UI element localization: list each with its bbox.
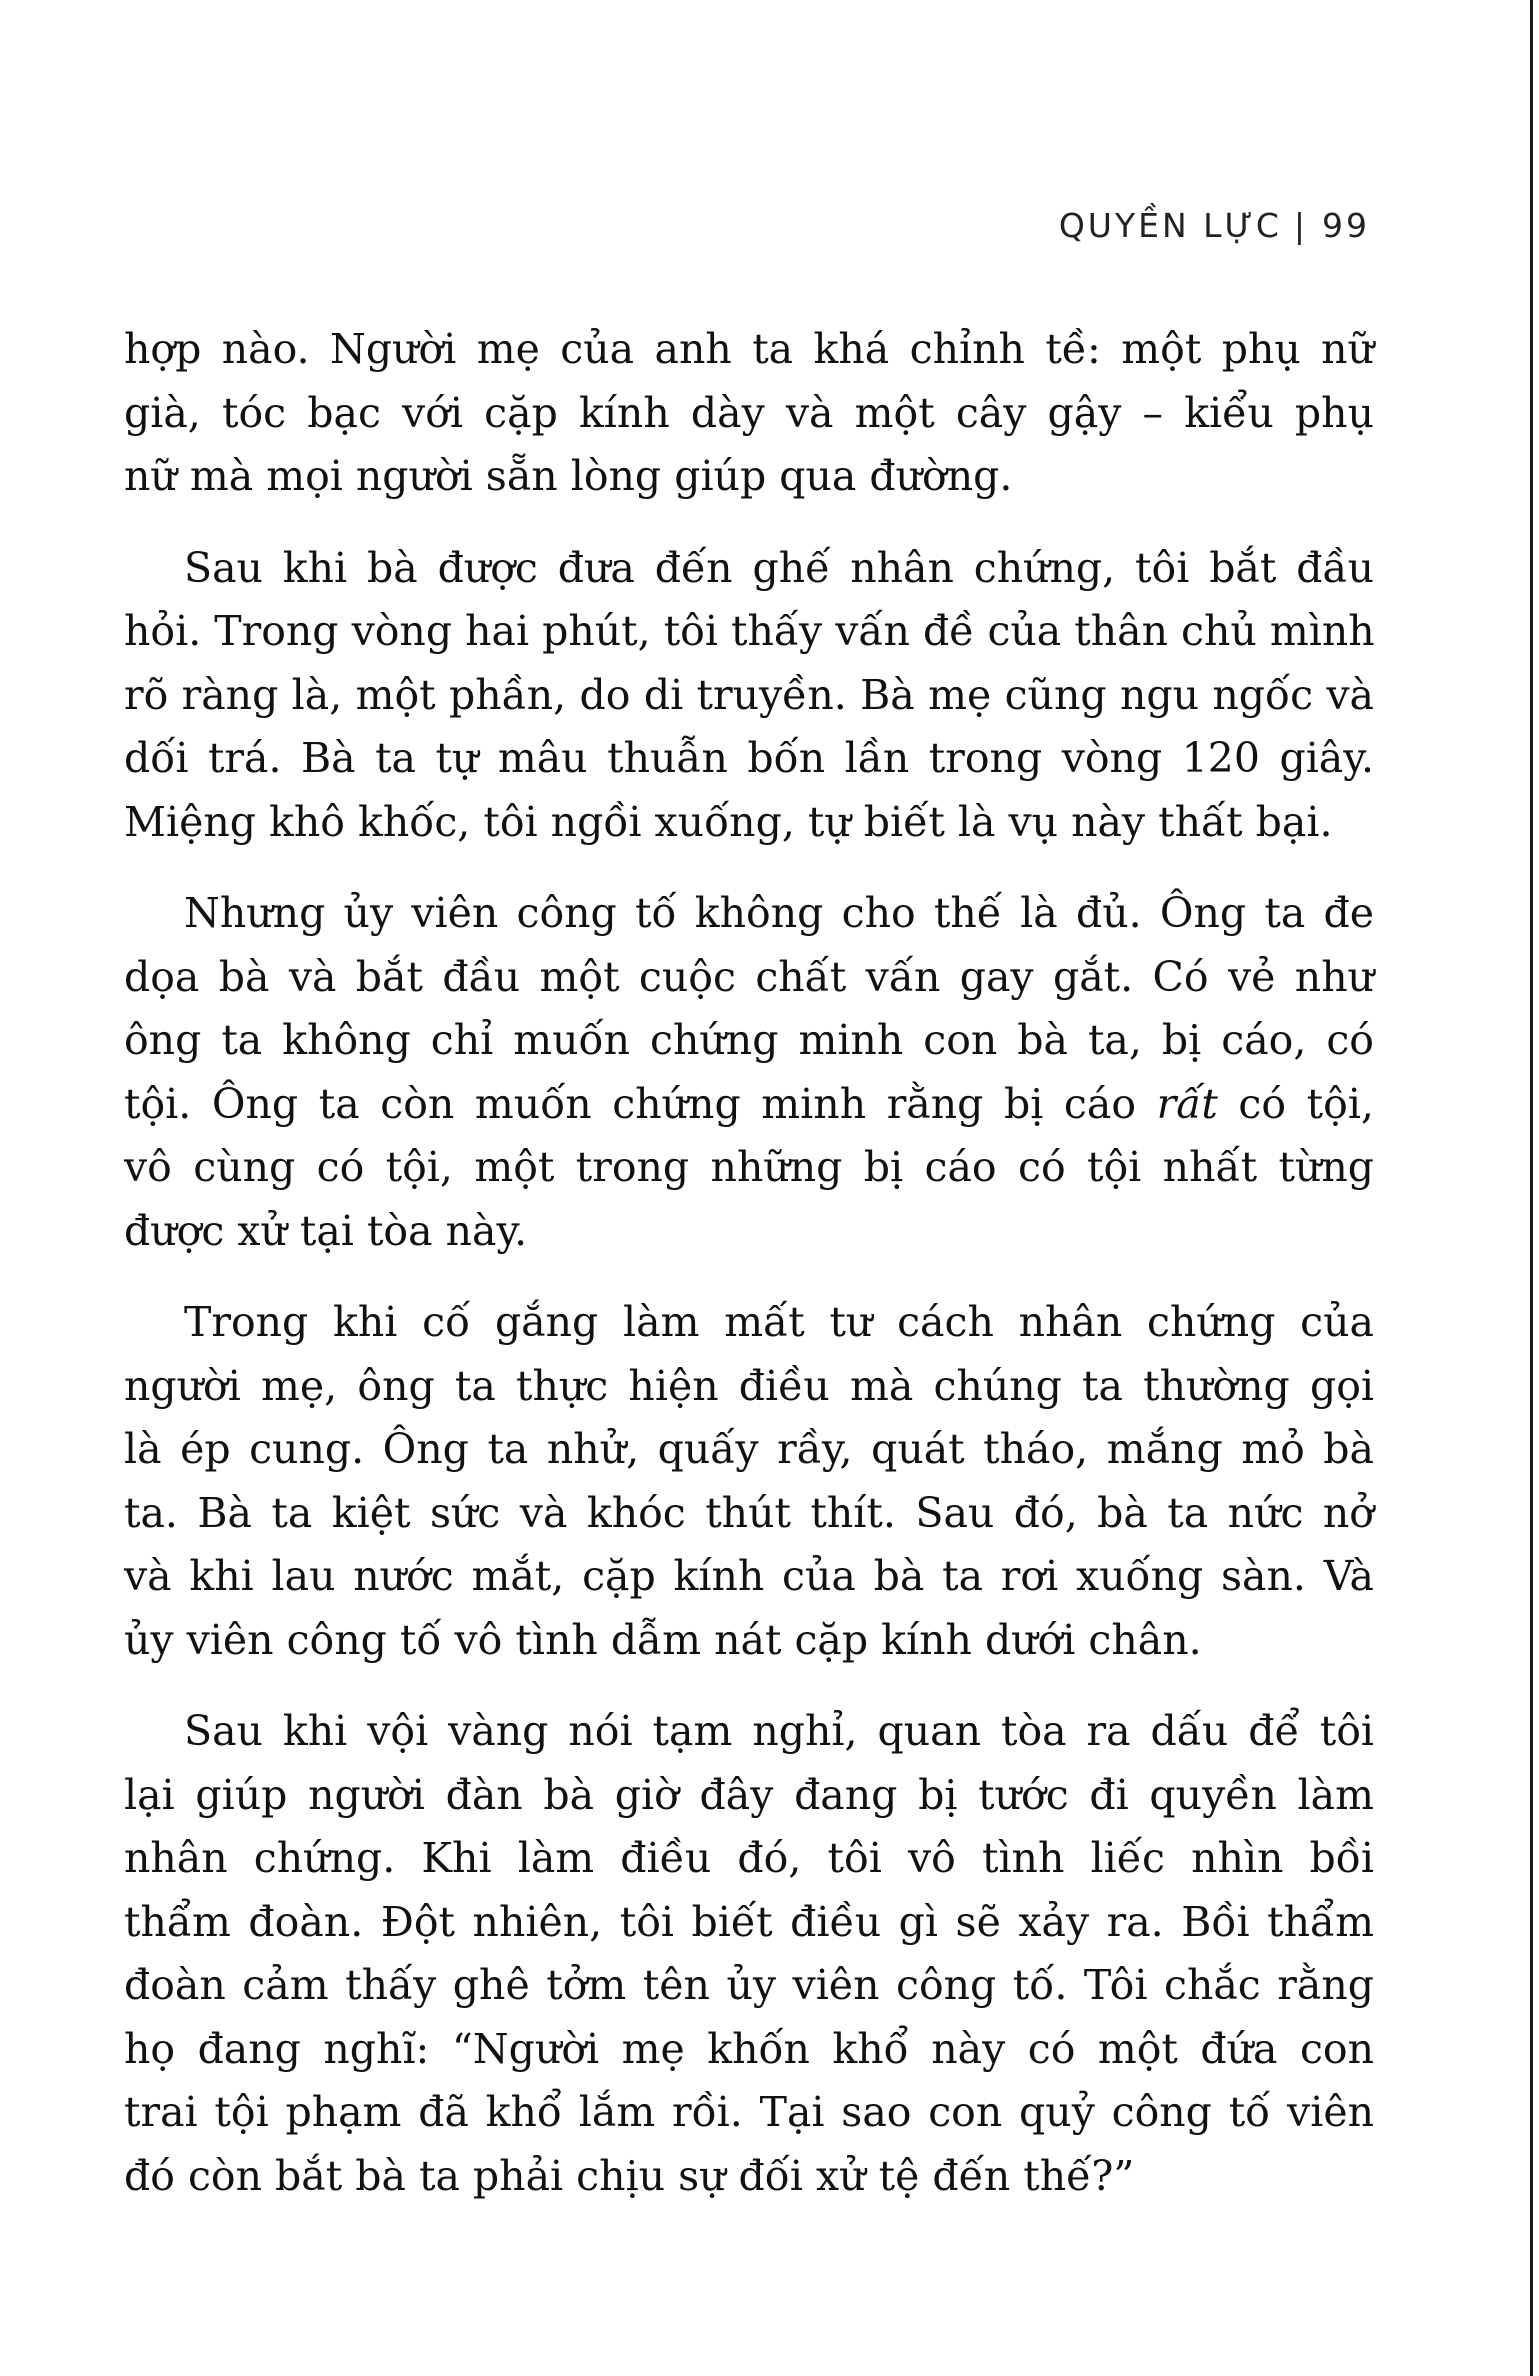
text-line: dối trá. Bà ta tự mâu thuẫn bốn lần trong vòng 120 giây.	[124, 734, 1374, 782]
text-line: đó còn bắt bà ta phải chịu sự đối xử tệ đến thế?”	[124, 2151, 1135, 2200]
text-line: ủy viên công tố vô tình dẫm nát cặp kính dưới chân.	[124, 1615, 1202, 1664]
text-line-with-emphasis	[124, 1073, 1374, 1137]
paragraph	[124, 882, 1374, 1263]
text-line: ta. Bà ta kiệt sức và khóc thút thít. Sau đó, bà ta nức nở	[124, 1488, 1374, 1537]
text-line: Sau khi bà được đưa đến ghế nhân chứng, tôi bắt đầu	[184, 543, 1374, 592]
page-edge-line	[1530, 0, 1533, 2376]
text-line: người mẹ, ông ta thực hiện điều mà chúng ta thường gọi	[124, 1361, 1374, 1410]
text-line: và khi lau nước mắt, cặp kính của bà ta rơi xuống sàn. Và	[124, 1552, 1374, 1600]
paragraph	[124, 318, 1374, 509]
text-line: hợp nào. Người mẹ của anh ta khá chỉnh tề: một phụ nữ	[124, 325, 1374, 373]
text-line: Nhưng ủy viên công tố không cho thế là đủ. Ông ta đe	[184, 889, 1374, 937]
text-line: được xử tại tòa này.	[124, 1206, 528, 1255]
text-line: thẩm đoàn. Đột nhiên, tôi biết điều gì sẽ xảy ra. Bồi thẩm	[124, 1897, 1374, 1946]
text-line: lại giúp người đàn bà giờ đây đang bị tước đi quyền làm	[124, 1770, 1374, 1819]
text-segment: tội. Ông ta còn muốn chứng minh rằng bị cáo	[124, 1079, 1137, 1128]
text-segment: có tội,	[1238, 1079, 1374, 1128]
body-text	[124, 318, 1374, 2236]
paragraph	[124, 537, 1374, 855]
paragraph	[124, 1700, 1374, 2208]
text-line: trai tội phạm đã khổ lắm rồi. Tại sao con quỷ công tố viên	[124, 2088, 1374, 2136]
text-line: họ đang nghĩ: “Người mẹ khốn khổ này có một đứa con	[124, 2024, 1374, 2073]
text-line: Trong khi cố gắng làm mất tư cách nhân chứng của	[184, 1298, 1374, 1346]
text-line: nhân chứng. Khi làm điều đó, tôi vô tình liếc nhìn bồi	[124, 1834, 1374, 1882]
text-line: già, tóc bạc với cặp kính dày và một cây gậy – kiểu phụ	[124, 388, 1374, 437]
text-line: đoàn cảm thấy ghê tởm tên ủy viên công tố. Tôi chắc rằng	[124, 1961, 1374, 2009]
header-separator: |	[1293, 206, 1308, 245]
text-line: Sau khi vội vàng nói tạm nghỉ, quan tòa ra dấu để tôi	[184, 1707, 1374, 1755]
text-line: dọa bà và bắt đầu một cuộc chất vấn gay gắt. Có vẻ như	[124, 952, 1374, 1001]
paragraph	[124, 1291, 1374, 1672]
text-line: vô cùng có tội, một trong những bị cáo có tội nhất từng	[124, 1143, 1374, 1191]
emphasis-word: rất	[1156, 1079, 1218, 1128]
text-line: hỏi. Trong vòng hai phút, tôi thấy vấn đề của thân chủ mình	[124, 607, 1375, 655]
running-title: QUYỀN LỰC	[1058, 206, 1282, 245]
text-line: nữ mà mọi người sẵn lòng giúp qua đường.	[124, 452, 1013, 500]
page-number: 99	[1322, 206, 1370, 245]
text-line: là ép cung. Ông ta nhử, quấy rầy, quát tháo, mắng mỏ bà	[124, 1425, 1374, 1473]
text-line: rõ ràng là, một phần, do di truyền. Bà mẹ cũng ngu ngốc và	[124, 670, 1374, 719]
text-line: Miệng khô khốc, tôi ngồi xuống, tự biết là vụ này thất bại.	[124, 797, 1333, 846]
running-header	[1000, 206, 1370, 245]
text-line: ông ta không chỉ muốn chứng minh con bà ta, bị cáo, có	[124, 1016, 1374, 1064]
